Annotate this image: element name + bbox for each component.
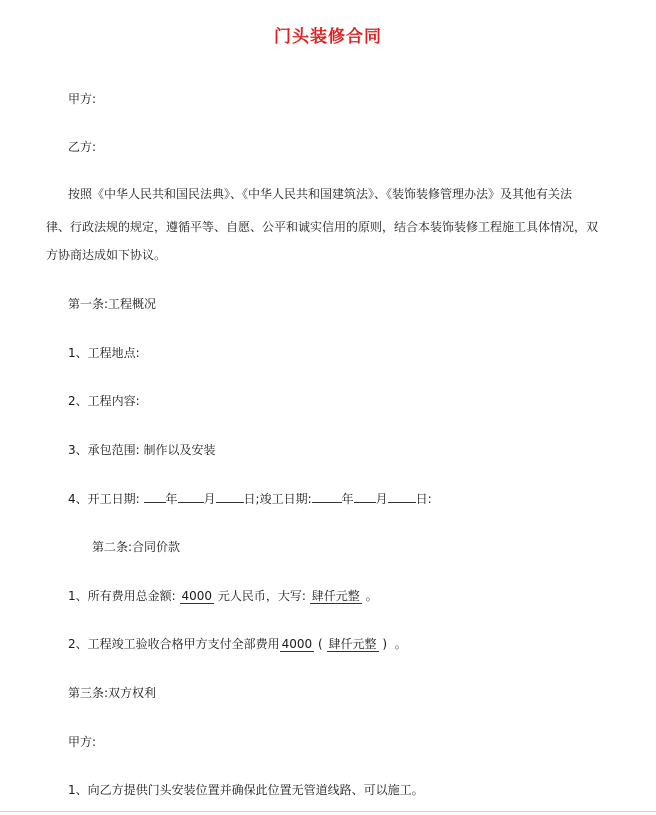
total-amount-upper: 肆仟元整 bbox=[311, 589, 360, 603]
year-label: 年 bbox=[165, 492, 178, 506]
article-1-item-2: 2、工程内容: bbox=[68, 394, 140, 408]
start-year-blank bbox=[144, 490, 166, 503]
intro-line-3: 方协商达成如下协议。 bbox=[46, 248, 167, 262]
intro-line-1: 按照《中华人民共和国民法典》、《中华人民共和国建筑法》、《装饰装修管理办法》及其他有关法 bbox=[68, 187, 573, 201]
article-2-item-2 bbox=[68, 636, 407, 652]
payment-end: 。 bbox=[394, 637, 407, 651]
article-3-title: 第三条:双方权利 bbox=[68, 686, 157, 700]
total-amount-value: 4000 bbox=[181, 589, 213, 603]
article-3-party-a: 甲方: bbox=[68, 735, 97, 749]
total-amount-mid: 元人民币，大写: bbox=[217, 589, 310, 603]
payment-label: 2、工程竣工验收合格甲方支付全部费用 bbox=[68, 637, 280, 651]
document-title: 门头装修合同 bbox=[274, 27, 382, 47]
article-2-title: 第二条:合同价款 bbox=[92, 540, 181, 554]
payment-amount-upper: 肆仟元整 bbox=[328, 637, 377, 651]
article-1-item-3: 3、承包范围: 制作以及安装 bbox=[68, 443, 216, 457]
month-label-2: 月 bbox=[375, 492, 388, 506]
article-1-item-4 bbox=[68, 490, 432, 507]
end-year-blank bbox=[312, 490, 342, 503]
article-2-item-1 bbox=[68, 588, 378, 604]
payment-amount-value: 4000 bbox=[281, 637, 313, 651]
month-label: 月 bbox=[203, 492, 216, 506]
end-date-label: 日;竣工日期: bbox=[243, 492, 312, 506]
end-day-blank bbox=[388, 490, 416, 503]
total-amount-end: 。 bbox=[365, 589, 378, 603]
start-month-blank bbox=[178, 490, 204, 503]
article-1-title: 第一条:工程概况 bbox=[68, 297, 157, 311]
payment-open-paren: ( bbox=[318, 637, 323, 651]
total-amount-label: 1、所有费用总金额: bbox=[68, 589, 180, 603]
day-label-2: 日: bbox=[415, 492, 432, 506]
start-date-label: 4、开工日期: bbox=[68, 492, 140, 506]
start-day-blank bbox=[216, 490, 244, 503]
payment-close-paren: ) bbox=[382, 637, 388, 651]
year-label-2: 年 bbox=[341, 492, 354, 506]
article-1-item-1: 1、工程地点: bbox=[68, 346, 140, 360]
intro-line-2: 律、行政法规的规定，遵循平等、自愿、公平和诚实信用的原则，结合本装饰装修工程施工具体情况，双 bbox=[46, 220, 599, 234]
article-3-item-1: 1、向乙方提供门头安装位置并确保此位置无管道线路、可以施工。 bbox=[68, 783, 424, 797]
page-bottom-border bbox=[0, 811, 656, 812]
party-b-label: 乙方: bbox=[68, 140, 97, 154]
party-a-label: 甲方: bbox=[68, 92, 97, 106]
end-month-blank bbox=[354, 490, 376, 503]
